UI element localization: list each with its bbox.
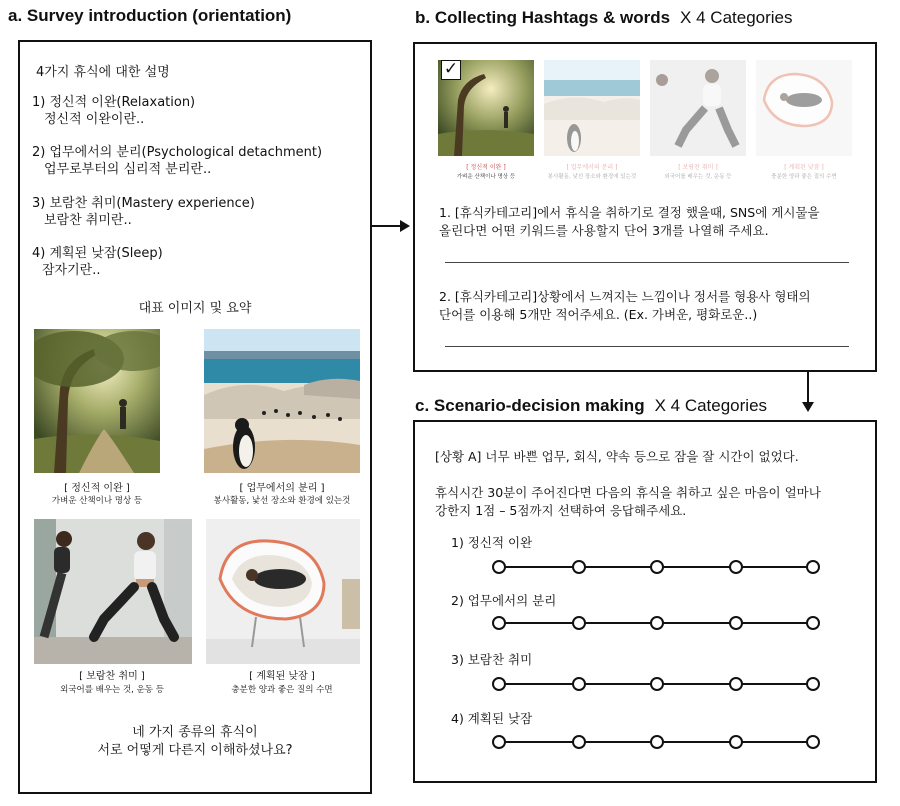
thumb-mastery[interactable]	[650, 60, 746, 156]
panel-a-title: a. Survey introduction (orientation)	[8, 6, 292, 25]
question-1-line-1: 1. [휴식카테고리]에서 휴식을 취하기로 결정 했을때, SNS에 게시물을	[439, 205, 820, 220]
question-1-line-2: 올린다면 어떤 키워드를 사용할지 단어 3개를 나열해 주세요.	[439, 223, 769, 238]
thumb-label: [ 업무에서의 분리 ]	[566, 164, 618, 171]
panel-b-hashtags	[413, 42, 877, 372]
scale-point-5[interactable]	[806, 616, 820, 630]
scale-point-3[interactable]	[650, 677, 664, 691]
panel-c-title: c. Scenario-decision making	[415, 396, 645, 415]
image-summary: 봉사활동, 낯선 장소와 환경에 있는것	[213, 496, 351, 506]
thumb-detachment[interactable]	[544, 60, 640, 156]
scale-point-5[interactable]	[806, 677, 820, 691]
question-1	[439, 204, 871, 240]
option-label: 1) 정신적 이완	[451, 535, 533, 550]
scale-point-2[interactable]	[572, 677, 586, 691]
thumb-summary: 가벼운 산책이나 명상 등	[456, 174, 516, 180]
scale-point-3[interactable]	[650, 560, 664, 574]
image-label: [ 계획된 낮잠 ]	[249, 671, 315, 682]
category-desc: 업무로부터의 심리적 분리란..	[44, 162, 212, 177]
prompt-line-1: 휴식시간 30분이 주어진다면 다음의 휴식을 취하고 싶은 마음이 얼마나	[435, 485, 821, 500]
question-2	[439, 288, 871, 324]
thumb-label: [ 계획된 낮잠 ]	[784, 164, 824, 171]
prompt-line-2: 강한지 1점 – 5점까지 선택하여 응답해주세요.	[435, 503, 687, 518]
image-summary: 충분한 양과 좋은 질의 수면	[231, 685, 333, 695]
scale-point-5[interactable]	[806, 735, 820, 749]
intro-heading: 4가지 휴식에 대한 설명	[36, 65, 170, 80]
category-title: 3) 보람찬 취미(Mastery experience)	[32, 196, 255, 211]
question-2-line-2: 단어를 이용해 5개만 적어주세요. (Ex. 가벼운, 평화로운..)	[439, 307, 758, 322]
answer-line-1[interactable]	[445, 262, 849, 263]
category-title: 4) 계획된 낮잠(Sleep)	[32, 246, 163, 261]
arrow-b-to-c	[802, 372, 814, 412]
image-summary-heading: 대표 이미지 및 요약	[138, 301, 252, 316]
scale-point-2[interactable]	[572, 616, 586, 630]
category-title: 2) 업무에서의 분리(Psychological detachment)	[32, 145, 323, 160]
panel-c-scenario	[413, 420, 877, 783]
scale-point-5[interactable]	[806, 560, 820, 574]
panel-b-title: b. Collecting Hashtags & words	[415, 8, 671, 27]
question-2-line-1: 2. [휴식카테고리]상황에서 느껴지는 느낌이나 정서를 형용사 형태의	[439, 289, 811, 304]
scale-point-4[interactable]	[729, 677, 743, 691]
scale-point-4[interactable]	[729, 616, 743, 630]
image-summary: 외국어를 배우는 것, 운동 등	[60, 685, 164, 695]
category-desc: 보람찬 취미란..	[44, 213, 132, 228]
thumb-label: [ 보람찬 취미 ]	[678, 164, 718, 171]
scale-point-3[interactable]	[650, 616, 664, 630]
panel-c-suffix: X 4 Categories	[654, 396, 768, 415]
category-desc: 정신적 이완이란..	[44, 112, 145, 127]
scale-point-2[interactable]	[572, 560, 586, 574]
scale-point-2[interactable]	[572, 735, 586, 749]
option-label: 4) 계획된 낮잠	[451, 711, 533, 726]
selected-checkbox[interactable]: ✓	[441, 60, 461, 80]
panel-b-suffix: X 4 Categories	[680, 8, 793, 27]
scale-point-1[interactable]	[492, 616, 506, 630]
image-summary: 가벼운 산책이나 명상 등	[51, 496, 143, 506]
arrow-a-to-b	[372, 220, 410, 232]
option-label: 3) 보람찬 취미	[451, 652, 533, 667]
scenario-prompt	[435, 484, 871, 520]
thumb-sleep[interactable]	[756, 60, 852, 156]
thumb-summary: 충분한 양과 좋은 질의 수면	[771, 174, 837, 180]
scale-point-1[interactable]	[492, 560, 506, 574]
thumb-summary: 외국어를 배우는 것, 운동 등	[664, 174, 732, 180]
option-label: 2) 업무에서의 분리	[451, 593, 557, 608]
scale-point-1[interactable]	[492, 735, 506, 749]
scenario-text: [상황 A] 너무 바쁜 업무, 회식, 약속 등으로 잠을 잘 시간이 없었다.	[435, 449, 799, 464]
image-label: [ 업무에서의 분리 ]	[239, 483, 325, 494]
thumb-label: [ 정신적 이완 ]	[466, 164, 506, 171]
scale-point-4[interactable]	[729, 735, 743, 749]
category-title: 1) 정신적 이완(Relaxation)	[32, 95, 196, 110]
scale-point-3[interactable]	[650, 735, 664, 749]
image-label: [ 정신적 이완 ]	[64, 483, 130, 494]
scale-point-4[interactable]	[729, 560, 743, 574]
question-line-2: 서로 어떻게 다른지 이해하셨나요?	[97, 743, 293, 758]
image-label: [ 보람찬 취미 ]	[79, 671, 145, 682]
category-desc: 잠자기란..	[42, 263, 101, 278]
answer-line-2[interactable]	[445, 346, 849, 347]
question-line-1: 네 가지 종류의 휴식이	[132, 725, 258, 740]
scale-point-1[interactable]	[492, 677, 506, 691]
thumb-summary: 봉사활동, 낯선 장소와 환경에 있는것	[547, 174, 637, 180]
